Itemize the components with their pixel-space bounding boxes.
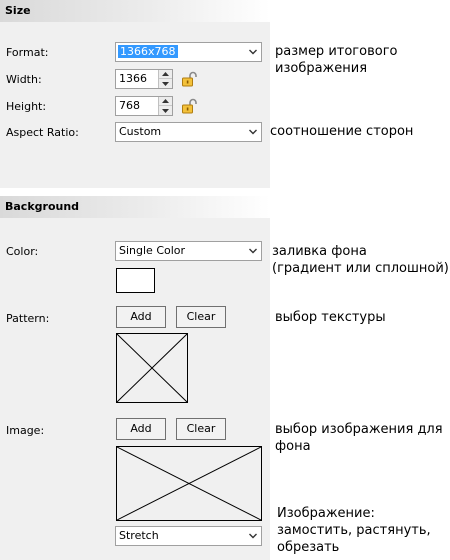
size-section-title: Size <box>5 4 31 17</box>
mode-note <box>277 505 431 556</box>
background-section-title: Background <box>5 200 80 213</box>
color-mode-value: Single Color <box>119 244 186 257</box>
image-mode-dropdown[interactable] <box>115 526 262 546</box>
pattern-clear-button[interactable] <box>176 306 226 328</box>
aspect-note-line-1: соотношение сторон <box>270 124 414 139</box>
mode-note-line-3: обрезать <box>277 540 340 555</box>
color-note-line-2: (градиент или сплошной) <box>272 261 449 276</box>
height-stepper[interactable] <box>115 96 173 116</box>
height-spin <box>158 97 172 115</box>
spin-down-icon[interactable] <box>159 79 172 88</box>
width-label: Width: <box>6 73 42 86</box>
background-section-header <box>0 196 270 218</box>
pattern-add-button[interactable] <box>116 306 166 328</box>
height-label: Height: <box>6 100 47 113</box>
spin-down-icon[interactable] <box>159 106 172 115</box>
chevron-down-icon <box>249 533 257 539</box>
color-mode-dropdown[interactable] <box>115 241 262 261</box>
image-note <box>275 421 443 455</box>
aspect-note <box>270 123 413 140</box>
format-note-line-1: размер итогового <box>275 44 398 59</box>
empty-image-icon <box>117 447 261 520</box>
chevron-down-icon <box>249 49 257 55</box>
pattern-preview <box>116 333 188 403</box>
image-note-line-1: выбор изображения для <box>275 422 443 437</box>
spin-up-icon[interactable] <box>159 97 172 106</box>
format-dropdown[interactable] <box>115 42 262 62</box>
format-note-line-2: изображения <box>275 61 368 76</box>
aspect-ratio-dropdown[interactable] <box>115 122 262 142</box>
size-section-header <box>0 0 270 22</box>
color-note <box>272 243 449 277</box>
image-preview <box>116 446 262 521</box>
mode-note-line-1: Изображение: <box>277 506 375 521</box>
width-stepper[interactable] <box>115 69 173 89</box>
width-value: 1366 <box>119 72 147 85</box>
empty-image-icon <box>117 334 187 402</box>
color-label: Color: <box>6 245 39 258</box>
pattern-add-label: Add <box>130 310 152 323</box>
pattern-note-line-1: выбор текстуры <box>275 310 386 325</box>
color-note-line-1: заливка фона <box>272 244 367 259</box>
padlock-icon[interactable] <box>181 98 197 114</box>
padlock-icon[interactable] <box>181 71 197 87</box>
image-clear-label: Clear <box>186 422 216 435</box>
width-spin <box>158 70 172 88</box>
height-value: 768 <box>119 99 140 112</box>
color-swatch[interactable] <box>116 268 155 293</box>
image-label: Image: <box>6 424 45 437</box>
aspect-ratio-label: Aspect Ratio: <box>6 126 79 139</box>
pattern-clear-label: Clear <box>186 310 216 323</box>
image-add-label: Add <box>130 422 152 435</box>
spin-up-icon[interactable] <box>159 70 172 79</box>
pattern-note <box>275 309 386 326</box>
pattern-label: Pattern: <box>6 312 50 325</box>
format-label: Format: <box>6 46 49 59</box>
mode-note-line-2: замостить, растянуть, <box>277 523 431 538</box>
chevron-down-icon <box>249 248 257 254</box>
image-clear-button[interactable] <box>176 418 226 440</box>
image-add-button[interactable] <box>116 418 166 440</box>
image-mode-value: Stretch <box>119 529 159 542</box>
format-value: 1366x768 <box>120 45 176 58</box>
format-note <box>275 43 397 77</box>
image-note-line-2: фона <box>275 439 311 454</box>
chevron-down-icon <box>249 129 257 135</box>
aspect-ratio-value: Custom <box>119 125 162 138</box>
